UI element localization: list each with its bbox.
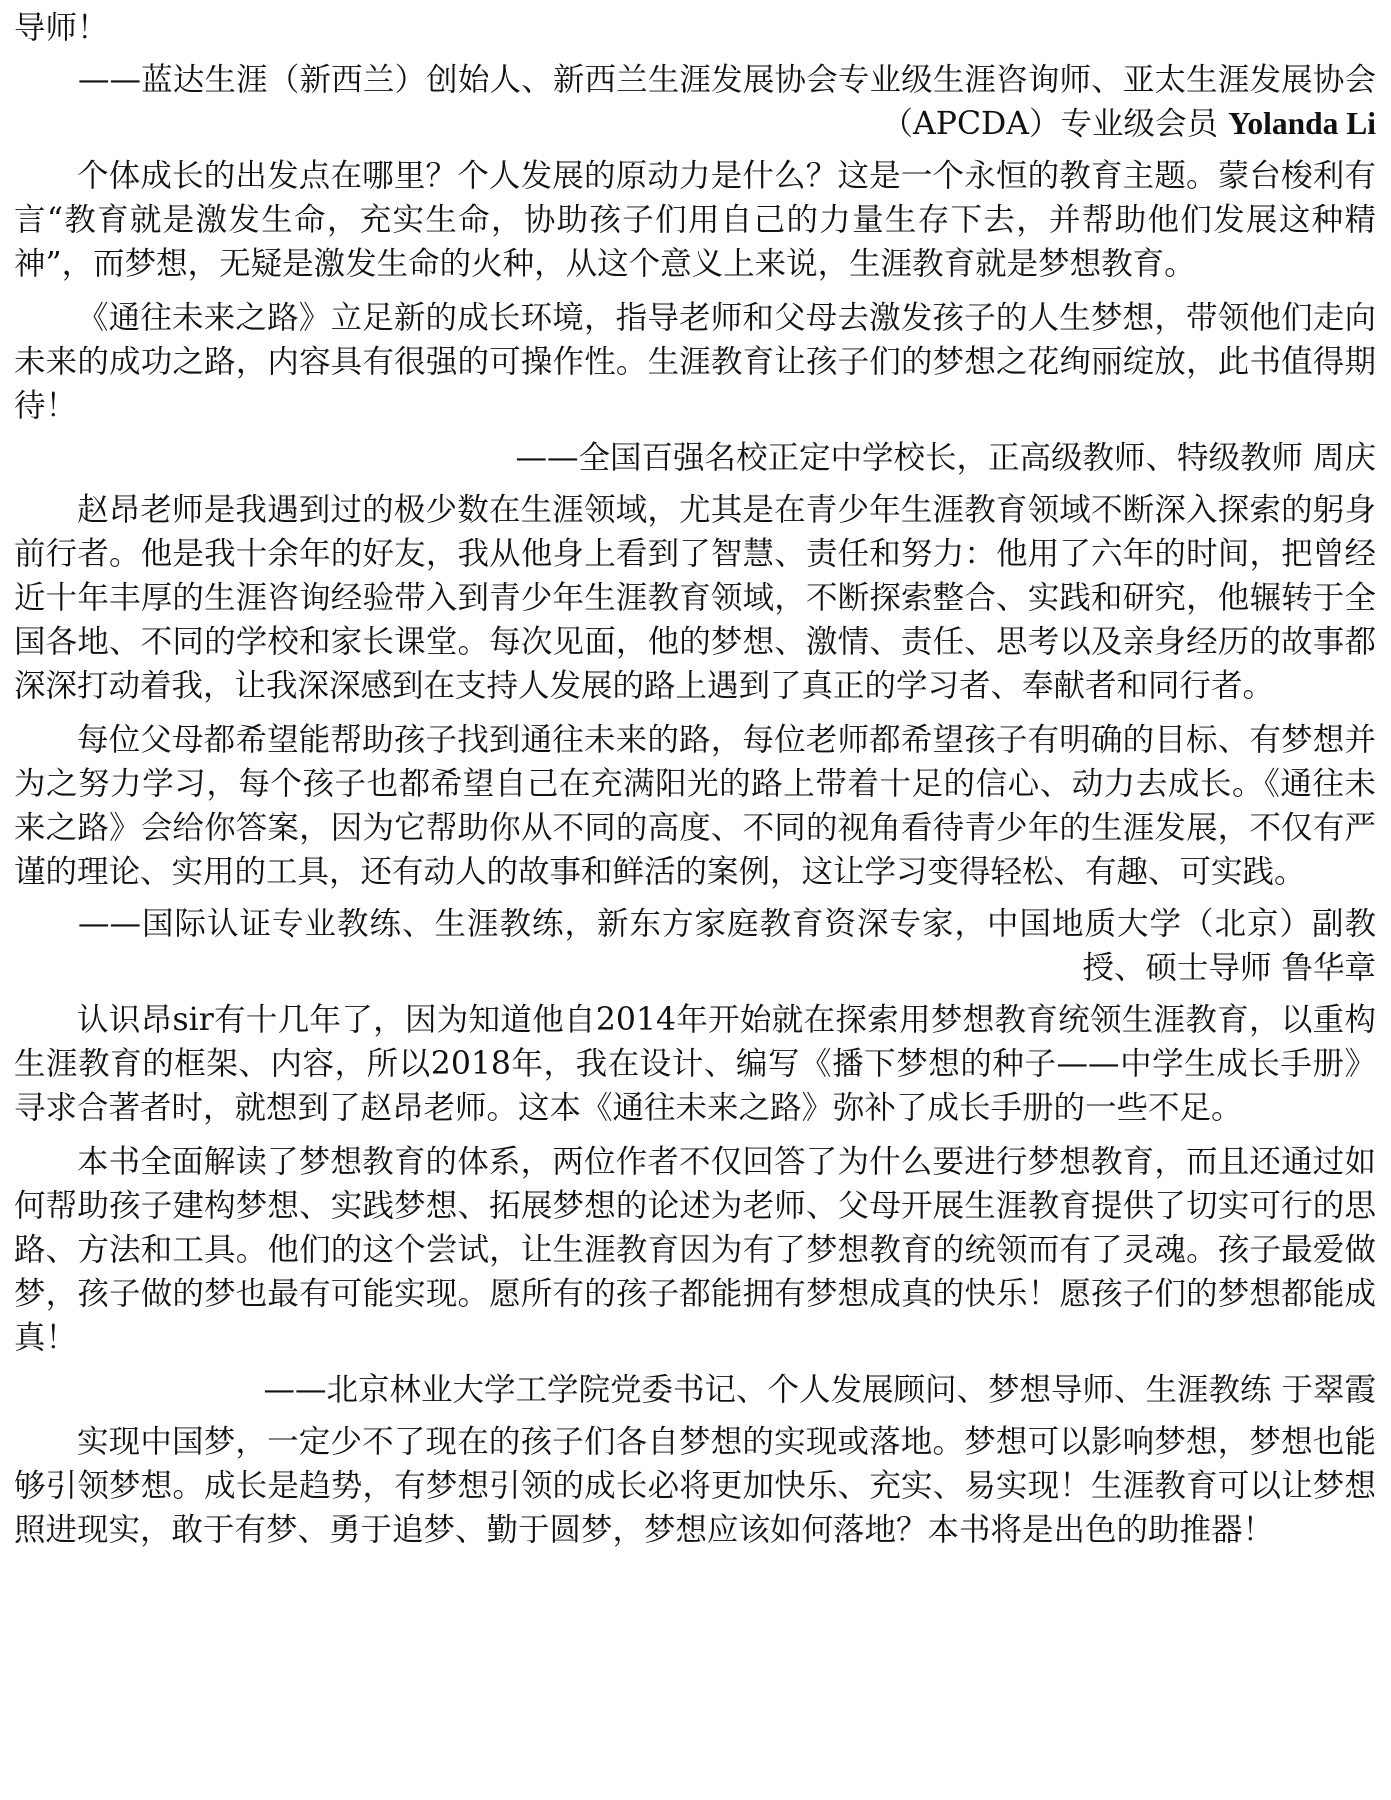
paragraph-book-praise: 《通往未来之路》立足新的成长环境，指导老师和父母去激发孩子的人生梦想，带领他们走向未来的成功之路，内容具有很强的可操作性。生涯教育让孩子们的梦想之花绚丽绽放，此书值得期待！ [14,300,1376,424]
attribution-lu-huazhang: ——国际认证专业教练、生涯教练，新东方家庭教育资深专家，中国地质大学（北京）副教授、硕士导师 鲁华章 [78,906,1376,986]
paragraph-china-dream: 实现中国梦，一定少不了现在的孩子们各自梦想的实现或落地。梦想可以影响梦想，梦想也能够引领梦想。成长是趋势，有梦想引领的成长必将更加快乐、充实、易实现！生涯教育可以让梦想照进现实，敢于有梦、勇于追梦、勤于圆梦，梦想应该如何落地？本书将是出色的助推器！ [14,1424,1376,1548]
attribution-yu-cuixia: ——北京林业大学工学院党委书记、个人发展顾问、梦想导师、生涯教练 于翠霞 [263,1372,1376,1408]
attribution-yolanda-li [14,58,1376,146]
paragraph-zhao-ang: 赵昂老师是我遇到过的极少数在生涯领域，尤其是在青少年生涯教育领域不断深入探索的躬身前行者。他是我十余年的好友，我从他身上看到了智慧、责任和努力：他用了六年的时间，把曾经近十年丰厚的生涯咨询经验带入到青少年生涯教育领域，不断探索整合、实践和研究，他辗转于全国各地、不同的学校和家长课堂。每次见面，他的梦想、激情、责任、思考以及亲身经历的故事都深深打动着我，让我深深感到在支持人发展的路上遇到了真正的学习者、奉献者和同行者。 [14,492,1376,704]
lead-fragment: 导师！ [14,10,109,46]
attribution-text: ——蓝达生涯（新西兰）创始人、新西兰生涯发展协会专业级生涯咨询师、亚太生涯发展协会（APCDA）专业级会员 [78,62,1376,142]
document-page [14,6,1376,1552]
paragraph-dream-education: 个体成长的出发点在哪里？个人发展的原动力是什么？这是一个永恒的教育主题。蒙台梭利有言“教育就是激发生命，充实生命，协助孩子们用自己的力量生存下去，并帮助他们发展这种精神”，而梦想，无疑是激发生命的火种，从这个意义上来说，生涯教育就是梦想教育。 [14,158,1376,282]
attribution-name: Yolanda Li [1228,106,1376,141]
attribution-zhou-qing: ——全国百强名校正定中学校长，正高级教师、特级教师 周庆 [515,440,1376,476]
paragraph-parents-teachers: 每位父母都希望能帮助孩子找到通往未来的路，每位老师都希望孩子有明确的目标、有梦想并为之努力学习，每个孩子也都希望自己在充满阳光的路上带着十足的信心、动力去成长。《通往未来之路》会给你答案，因为它帮助你从不同的高度、不同的视角看待青少年的生涯发展，不仅有严谨的理论、实用的工具，还有动人的故事和鲜活的案例，这让学习变得轻松、有趣、可实践。 [14,722,1376,890]
paragraph-book-system: 本书全面解读了梦想教育的体系，两位作者不仅回答了为什么要进行梦想教育，而且还通过如何帮助孩子建构梦想、实践梦想、拓展梦想的论述为老师、父母开展生涯教育提供了切实可行的思路、方法和工具。他们的这个尝试，让生涯教育因为有了梦想教育的统领而有了灵魂。孩子最爱做梦，孩子做的梦也最有可能实现。愿所有的孩子都能拥有梦想成真的快乐！愿孩子们的梦想都能成真！ [14,1144,1376,1356]
paragraph-ang-sir: 认识昂sir有十几年了，因为知道他自2014年开始就在探索用梦想教育统领生涯教育，以重构生涯教育的框架、内容，所以2018年，我在设计、编写《播下梦想的种子——中学生成长手册》寻求合著者时，就想到了赵昂老师。这本《通往未来之路》弥补了成长手册的一些不足。 [14,1002,1376,1126]
